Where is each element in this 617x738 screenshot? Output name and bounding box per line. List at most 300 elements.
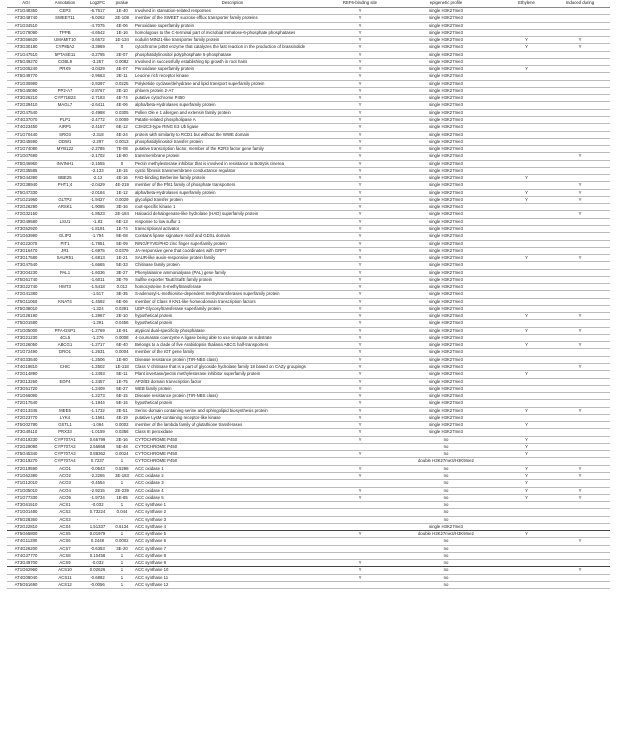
- cell-agi: AT4G19230: [7, 436, 45, 443]
- cell-description: Class III peroxidase: [134, 429, 331, 436]
- cell-description: root-specific kinase 1: [134, 204, 331, 211]
- cell-epigenetic-profile: single H3K27me3: [389, 255, 503, 262]
- cell-pvalue: 4E-16: [110, 175, 134, 182]
- cell-epigenetic-profile: single H3K27me3: [389, 95, 503, 102]
- cell-ethylene: [503, 225, 550, 232]
- cell-pvalue: 1: [110, 567, 134, 574]
- cell-ethylene: [503, 364, 550, 371]
- cell-ethylene: [503, 153, 550, 160]
- table-row: [7, 473, 610, 480]
- cell-ethylene: [503, 458, 550, 465]
- cell-agi: AT2G14890: [7, 371, 45, 378]
- cell-log2fc: -2.9397: [85, 80, 110, 87]
- cell-log2fc: -0.4554: [85, 480, 110, 487]
- cell-pvalue: 4E-07: [110, 66, 134, 73]
- cell-log2fc: -1.2493: [85, 371, 110, 378]
- cell-pvalue: 1: [110, 560, 134, 567]
- cell-induced-during: [550, 66, 610, 73]
- cell-pvalue: 2E-10: [110, 87, 134, 94]
- table-row: [7, 15, 610, 22]
- table-row: [7, 320, 610, 327]
- cell-agi: AT5G44390: [7, 175, 45, 182]
- table-row: [7, 443, 610, 450]
- cell-description: Disease resistance protein (TIR-NBS class): [134, 356, 331, 363]
- cell-pvalue: 0: [110, 44, 134, 51]
- cell-induced-during: [550, 429, 610, 436]
- cell-pvalue: 0.0002: [110, 422, 134, 429]
- cell-log2fc: -0.0543: [85, 465, 110, 472]
- cell-agi: AT2G35585: [7, 167, 45, 174]
- table-row: [7, 80, 610, 87]
- cell-ethylene: [503, 262, 550, 269]
- cell-log2fc: 0.73224: [85, 509, 110, 516]
- cell-agi: AT4G37070: [7, 116, 45, 123]
- cell-ethylene: Y: [503, 255, 550, 262]
- cell-ethylene: [503, 22, 550, 29]
- table-row: [7, 429, 610, 436]
- cell-ref6-binding: Y: [331, 124, 389, 131]
- cell-log2fc: -1.2502: [85, 364, 110, 371]
- cell-annotation: GSTL1: [45, 422, 85, 429]
- cell-ref6-binding: Y: [331, 51, 389, 58]
- cell-agi: AT5G11060: [7, 298, 45, 305]
- cell-agi: AT3G56620: [7, 37, 45, 44]
- cell-ref6-binding: Y: [331, 349, 389, 356]
- cell-ref6-binding: Y: [331, 342, 389, 349]
- cell-ref6-binding: Y: [331, 560, 389, 567]
- cell-ethylene: [503, 269, 550, 276]
- cell-pvalue: 0.0024: [110, 451, 134, 458]
- table-row: [7, 371, 610, 378]
- cell-log2fc: -1.324: [85, 305, 110, 312]
- cell-annotation: LYK4: [45, 414, 85, 421]
- cell-ref6-binding: Y: [331, 196, 389, 203]
- cell-log2fc: -1.2409: [85, 385, 110, 392]
- cell-ref6-binding: Y: [331, 567, 389, 574]
- cell-annotation: CYP707A4: [45, 458, 85, 465]
- cell-ref6-binding: Y: [331, 146, 389, 153]
- table-row: [7, 167, 610, 174]
- cell-description: ACC synthase 8: [134, 552, 331, 559]
- cell-epigenetic-profile: single H3K27me3: [389, 37, 503, 44]
- cell-ref6-binding: Y: [331, 44, 389, 51]
- cell-description: ACC synthase 6: [134, 538, 331, 545]
- cell-log2fc: -1.2457: [85, 378, 110, 385]
- cell-agi: AT4G26200: [7, 545, 45, 552]
- cell-annotation: UMAMIT10: [45, 37, 85, 44]
- cell-description: CYTOCHROME P450: [134, 451, 331, 458]
- cell-ethylene: [503, 291, 550, 298]
- cell-ref6-binding: Y: [331, 116, 389, 123]
- cell-agi: AT3G61510: [7, 502, 45, 509]
- cell-log2fc: 0.10458: [85, 552, 110, 559]
- cell-epigenetic-profile: no: [389, 494, 503, 501]
- cell-log2fc: -2.297: [85, 138, 110, 145]
- cell-description: Involved in successfully establishing tip growth in root hairs: [134, 58, 331, 65]
- cell-pvalue: 3E-183: [110, 473, 134, 480]
- cell-ref6-binding: Y: [331, 371, 389, 378]
- cell-log2fc: -1.2769: [85, 327, 110, 334]
- cell-induced-during: [550, 356, 610, 363]
- cell-pvalue: 1: [110, 458, 134, 465]
- cell-ref6-binding: [331, 480, 389, 487]
- cell-annotation: ACS6: [45, 538, 85, 545]
- cell-induced-during: [550, 552, 610, 559]
- cell-agi: AT3G49110: [7, 429, 45, 436]
- cell-description: CYTOCHROME P450: [134, 443, 331, 450]
- cell-ref6-binding: Y: [331, 87, 389, 94]
- cell-epigenetic-profile: single H3K27me3: [389, 240, 503, 247]
- cell-ethylene: [503, 509, 550, 516]
- table-row: [7, 436, 610, 443]
- cell-epigenetic-profile: no: [389, 480, 503, 487]
- cell-agi: AT2G39410: [7, 102, 45, 109]
- cell-epigenetic-profile: single H3K27me3: [389, 349, 503, 356]
- cell-log2fc: 0.2448: [85, 538, 110, 545]
- cell-ethylene: Y: [503, 371, 550, 378]
- cell-induced-during: [550, 305, 610, 312]
- cell-pvalue: 2E-16: [110, 436, 134, 443]
- table-row: [7, 116, 610, 123]
- cell-agi: AT1G70440: [7, 131, 45, 138]
- cell-pvalue: 3E-79: [110, 276, 134, 283]
- cell-agi: AT1G72490: [7, 349, 45, 356]
- col-header-annotation: Annotation: [45, 0, 85, 8]
- table-row: [7, 66, 610, 73]
- cell-log2fc: 0.01979: [85, 531, 110, 538]
- cell-ethylene: [503, 116, 550, 123]
- cell-annotation: [45, 22, 85, 29]
- table-row: [7, 124, 610, 131]
- cell-ethylene: Y: [503, 175, 550, 182]
- cell-log2fc: -1.9427: [85, 196, 110, 203]
- cell-agi: AT5G46960: [7, 160, 45, 167]
- cell-annotation: SAUR51: [45, 255, 85, 262]
- cell-ref6-binding: Y: [331, 429, 389, 436]
- cell-description: Peroxidase superfamily protein: [134, 22, 331, 29]
- cell-agi: AT4G08040: [7, 574, 45, 581]
- cell-annotation: [45, 291, 85, 298]
- cell-ref6-binding: Y: [331, 175, 389, 182]
- cell-log2fc: -1.064: [85, 422, 110, 429]
- cell-log2fc: -5.0262: [85, 15, 110, 22]
- cell-induced-during: Y: [550, 189, 610, 196]
- cell-induced-during: [550, 262, 610, 269]
- table-row: [7, 262, 610, 269]
- cell-induced-during: Y: [550, 255, 610, 262]
- cell-description: Serinc-domain containing serine and sphingolipid biosynthesis protein: [134, 407, 331, 414]
- cell-description: member of the SWEET sucrose efflux transporter family proteins: [134, 15, 331, 22]
- cell-log2fc: -2.9563: [85, 73, 110, 80]
- cell-induced-during: [550, 349, 610, 356]
- cell-induced-during: [550, 102, 610, 109]
- cell-annotation: [45, 109, 85, 116]
- table-row: [7, 327, 610, 334]
- cell-pvalue: 0.0456: [110, 320, 134, 327]
- cell-ref6-binding: Y: [331, 138, 389, 145]
- cell-pvalue: 2E-108: [110, 15, 134, 22]
- cell-agi: AT5G49770: [7, 73, 45, 80]
- cell-pvalue: 5E-48: [110, 443, 134, 450]
- cell-epigenetic-profile: no: [389, 487, 503, 494]
- cell-epigenetic-profile: no: [389, 509, 503, 516]
- cell-ref6-binding: Y: [331, 414, 389, 421]
- col-header-log2fc: Log2FC: [85, 0, 110, 8]
- cell-log2fc: -1.2273: [85, 393, 110, 400]
- cell-induced-during: Y: [550, 37, 610, 44]
- cell-description: member of Class II KN1-like homeodomain transcription factors: [134, 298, 331, 305]
- cell-ethylene: [503, 574, 550, 581]
- cell-description: FAD-binding Berberine family protein: [134, 175, 331, 182]
- cell-annotation: PP2-A7: [45, 87, 85, 94]
- cell-log2fc: -2.2265: [85, 473, 110, 480]
- cell-induced-during: [550, 422, 610, 429]
- cell-annotation: ACS1: [45, 502, 85, 509]
- cell-ref6-binding: Y: [331, 204, 389, 211]
- cell-induced-during: [550, 560, 610, 567]
- cell-annotation: CYP707A2: [45, 443, 85, 450]
- cell-pvalue: 2E-184: [110, 211, 134, 218]
- cell-induced-during: [550, 80, 610, 87]
- cell-induced-during: Y: [550, 44, 610, 51]
- cell-log2fc: -1.291: [85, 320, 110, 327]
- cell-annotation: BBE25: [45, 175, 85, 182]
- cell-log2fc: -2.2785: [85, 146, 110, 153]
- cell-epigenetic-profile: single H3K27me3: [389, 284, 503, 291]
- cell-agi: AT1G74080: [7, 146, 45, 153]
- cell-pvalue: 1E-40: [110, 8, 134, 15]
- cell-pvalue: 0.0013: [110, 138, 134, 145]
- cell-agi: AT3G21230: [7, 334, 45, 341]
- cell-agi: AT2G32150: [7, 211, 45, 218]
- cell-ref6-binding: Y: [331, 182, 389, 189]
- cell-agi: AT1G63990: [7, 233, 45, 240]
- cell-log2fc: -1.0159: [85, 429, 110, 436]
- cell-induced-during: Y: [550, 567, 610, 574]
- cell-ref6-binding: Y: [331, 22, 389, 29]
- cell-description: ACC oxidase 4: [134, 487, 331, 494]
- cell-annotation: ACS12: [45, 581, 85, 588]
- cell-annotation: ACO2: [45, 473, 85, 480]
- cell-epigenetic-profile: single H3K27me3: [389, 204, 503, 211]
- cell-ref6-binding: Y: [331, 37, 389, 44]
- table-row: [7, 313, 610, 320]
- cell-epigenetic-profile: single H3K27me3: [389, 342, 503, 349]
- cell-annotation: JR1: [45, 247, 85, 254]
- cell-epigenetic-profile: single H3K27me3: [389, 247, 503, 254]
- cell-pvalue: 4E-06: [110, 102, 134, 109]
- cell-agi: AT1G78090: [7, 29, 45, 36]
- cell-description: Involved in starvation-related responses: [134, 8, 331, 15]
- cell-epigenetic-profile: no: [389, 545, 503, 552]
- cell-agi: AT1G62960: [7, 567, 45, 574]
- cell-pvalue: 6E-12: [110, 124, 134, 131]
- cell-ethylene: Y: [503, 189, 550, 196]
- cell-description: Pollen Ole e 1 allergen and extensin family protein: [134, 109, 331, 116]
- cell-induced-during: [550, 131, 610, 138]
- cell-agi: AT5G45340: [7, 451, 45, 458]
- cell-induced-during: [550, 378, 610, 385]
- cell-induced-during: [550, 225, 610, 232]
- cell-agi: AT3G22740: [7, 284, 45, 291]
- cell-ref6-binding: Y: [331, 109, 389, 116]
- cell-agi: AT2G38940: [7, 182, 45, 189]
- cell-induced-during: [550, 124, 610, 131]
- cell-annotation: [45, 153, 85, 160]
- cell-description: ACC oxidase 5: [134, 494, 331, 501]
- cell-pvalue: 7E-08: [110, 146, 134, 153]
- cell-annotation: GLTP2: [45, 196, 85, 203]
- cell-epigenetic-profile: single H3K27me3: [389, 146, 503, 153]
- cell-ref6-binding: Y: [331, 305, 389, 312]
- cell-ref6-binding: Y: [331, 356, 389, 363]
- cell-annotation: [45, 356, 85, 363]
- cell-ref6-binding: [331, 443, 389, 450]
- cell-pvalue: 1E-21: [110, 255, 134, 262]
- col-header-epigenetic-profile: epigenetic profile: [389, 0, 503, 8]
- table-row: [7, 29, 610, 36]
- cell-epigenetic-profile: no: [389, 574, 503, 581]
- cell-log2fc: -4.7075: [85, 22, 110, 29]
- cell-description: member of the Pht1 family of phosphate transporters: [134, 182, 331, 189]
- cell-ref6-binding: Y: [331, 422, 389, 429]
- cell-log2fc: -1.6975: [85, 247, 110, 254]
- cell-description: protein with similarity to RCD1 but without the WWE domain: [134, 131, 331, 138]
- cell-log2fc: -1.9085: [85, 204, 110, 211]
- cell-description: ACC synthase 1: [134, 502, 331, 509]
- cell-annotation: LSU1: [45, 218, 85, 225]
- cell-ref6-binding: Y: [331, 102, 389, 109]
- cell-description: ACC synthase 11: [134, 574, 331, 581]
- cell-epigenetic-profile: single H3K27me3: [389, 305, 503, 312]
- cell-induced-during: [550, 247, 610, 254]
- cell-pvalue: 1E-85: [110, 494, 134, 501]
- cell-description: Sulfite exporter TauE/SafE family protein: [134, 276, 331, 283]
- cell-ref6-binding: Y: [331, 160, 389, 167]
- table-row: [7, 393, 610, 400]
- cell-ethylene: [503, 334, 550, 341]
- cell-agi: AT3G17580: [7, 255, 45, 262]
- cell-ethylene: [503, 247, 550, 254]
- table-row: [7, 211, 610, 218]
- cell-annotation: 4CL5: [45, 334, 85, 341]
- cell-pvalue: 1: [110, 531, 134, 538]
- cell-description: ACC synthase 7: [134, 545, 331, 552]
- cell-ref6-binding: Y: [331, 451, 389, 458]
- cell-agi: AT5G45090: [7, 87, 45, 94]
- cell-epigenetic-profile: single H3K27me3: [389, 320, 503, 327]
- cell-pvalue: 0.044: [110, 509, 134, 516]
- cell-induced-during: Y: [550, 342, 610, 349]
- cell-log2fc: -3.2795: [85, 51, 110, 58]
- cell-ethylene: [503, 240, 550, 247]
- cell-description: UDP-Glycosyltransferase superfamily protein: [134, 305, 331, 312]
- cell-description: ACC oxidase 1: [134, 465, 331, 472]
- table-row: [7, 378, 610, 385]
- cell-description: putative transcription factor, member of the R2R3 factor gene family: [134, 146, 331, 153]
- cell-description: C3H2C3-type RING E3 Ub ligase: [134, 124, 331, 131]
- cell-annotation: [45, 211, 85, 218]
- cell-pvalue: 0.0356: [110, 429, 134, 436]
- table-row: [7, 552, 610, 559]
- cell-ethylene: Y: [503, 37, 550, 44]
- cell-ethylene: [503, 218, 550, 225]
- cell-agi: AT4G19810: [7, 364, 45, 371]
- cell-ethylene: [503, 393, 550, 400]
- cell-agi: AT3G45590: [7, 138, 45, 145]
- cell-annotation: ARSK1: [45, 204, 85, 211]
- cell-annotation: EDF4: [45, 378, 85, 385]
- cell-induced-during: [550, 574, 610, 581]
- cell-agi: AT5G49270: [7, 58, 45, 65]
- cell-pvalue: 6E-06: [110, 298, 134, 305]
- cell-log2fc: -1.8191: [85, 225, 110, 232]
- cell-agi: AT1G05010: [7, 487, 45, 494]
- cell-agi: AT3G16470: [7, 247, 45, 254]
- cell-agi: AT2G22810: [7, 523, 45, 530]
- cell-annotation: [45, 80, 85, 87]
- header-row: [7, 0, 610, 8]
- cell-induced-during: [550, 436, 610, 443]
- cell-annotation: ACS4: [45, 523, 85, 530]
- table-row: [7, 574, 610, 581]
- cell-induced-during: [550, 523, 610, 530]
- cell-ref6-binding: [331, 538, 389, 545]
- cell-pvalue: 4E-06: [110, 22, 134, 29]
- cell-ref6-binding: Y: [331, 465, 389, 472]
- cell-log2fc: -1.2967: [85, 313, 110, 320]
- cell-agi: AT2G26050: [7, 342, 45, 349]
- cell-pvalue: 4E-24: [110, 131, 134, 138]
- cell-annotation: GLIP3: [45, 233, 85, 240]
- cell-ethylene: [503, 552, 550, 559]
- cell-description: Leucine rich receptor kinase: [134, 73, 331, 80]
- cell-epigenetic-profile: single H3K27me3: [389, 327, 503, 334]
- cell-description: hypothetical protein: [134, 400, 331, 407]
- cell-induced-during: [550, 138, 610, 145]
- cell-ethylene: [503, 182, 550, 189]
- cell-log2fc: -2.0184: [85, 189, 110, 196]
- cell-annotation: [45, 393, 85, 400]
- cell-log2fc: -3.257: [85, 58, 110, 65]
- cell-epigenetic-profile: single H3K27me3: [389, 211, 503, 218]
- cell-log2fc: -1.4592: [85, 298, 110, 305]
- cell-annotation: [45, 371, 85, 378]
- cell-description: putative LysM-containing receptor-like kinase: [134, 414, 331, 421]
- table-row: [7, 494, 610, 501]
- cell-epigenetic-profile: single H3K27me3: [389, 298, 503, 305]
- cell-ethylene: [503, 58, 550, 65]
- cell-description: Belongs to a clade of five Arabidopsis thaliana ABCG half-transporters: [134, 342, 331, 349]
- cell-agi: AT2G19590: [7, 465, 45, 472]
- cell-ref6-binding: Y: [331, 240, 389, 247]
- table-row: [7, 58, 610, 65]
- cell-epigenetic-profile: no: [389, 465, 503, 472]
- cell-ethylene: [503, 538, 550, 545]
- cell-annotation: ACS10: [45, 567, 85, 574]
- cell-log2fc: -2.1702: [85, 153, 110, 160]
- cell-log2fc: -1.517: [85, 291, 110, 298]
- cell-agi: AT1G34510: [7, 22, 45, 29]
- cell-epigenetic-profile: double H3K27me3/H3K9me2: [389, 458, 503, 465]
- table-row: [7, 153, 610, 160]
- cell-description: Class V chitinase that is a part of glycoside hydrolase family 18 based on CAZy groupings: [134, 364, 331, 371]
- cell-description: putative cytochrome P450: [134, 95, 331, 102]
- cell-induced-during: [550, 371, 610, 378]
- cell-epigenetic-profile: single H3K27me3: [389, 225, 503, 232]
- col-header-ethylene: Ethylene: [503, 0, 550, 8]
- cell-ethylene: Y: [503, 327, 550, 334]
